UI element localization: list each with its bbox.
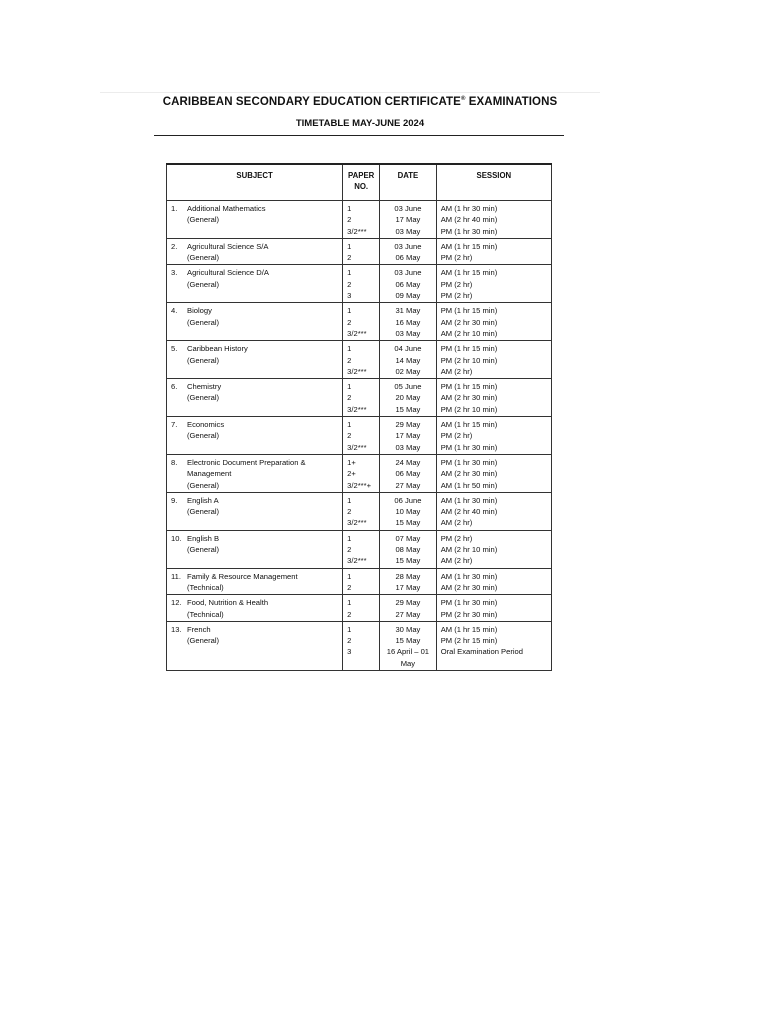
session-value: AM (1 hr 30 min) [440,571,498,581]
table-row [167,238,552,265]
date-cell [380,341,437,379]
session-value: AM (2 hr 40 min) [440,215,498,225]
table-row [167,379,552,417]
subject-name: Economics [187,420,225,430]
session-value: AM (2 hr 30 min) [440,393,498,403]
paper-cell [343,238,380,265]
subject-category: (Technical) [187,609,224,619]
paper-value: 2 [347,355,352,365]
table-row [167,341,552,379]
subject-number: 3. [171,268,178,278]
date-value: 27 May [395,480,421,490]
title-text: CARIBBEAN SECONDARY EDUCATION CERTIFICATE [162,96,461,108]
session-cell [436,303,551,341]
paper-value: 1 [347,241,352,251]
session-value: PM (1 hr 15 min) [440,306,498,316]
subject-cell [167,621,343,670]
session-value: PM (2 hr) [440,291,473,301]
session-cell [436,201,551,239]
date-value: 08 May [395,545,421,555]
session-value: PM (2 hr) [440,431,473,441]
date-cell [380,379,437,417]
session-value: AM (2 hr 30 min) [440,469,498,479]
paper-value: 2 [347,609,352,619]
date-value: 27 May [395,609,421,619]
paper-value: 2 [347,215,352,225]
date-value: 28 May [395,571,421,581]
table-row [167,303,552,341]
subject-number: 1. [171,204,178,213]
subject-number: 9. [171,495,178,505]
subject-number: 10. [171,533,182,543]
paper-cell [343,530,380,568]
subject-name: Agricultural Science D/A [187,268,269,278]
session-value: PM (2 hr) [440,253,473,263]
subject-category: (Technical) [187,582,224,592]
subject-name: French [187,624,211,634]
date-value: 02 May [395,366,421,376]
session-cell [436,238,551,265]
subject-name: Agricultural Science S/A [187,241,269,251]
session-value: AM (1 hr 30 min) [440,204,498,213]
date-value: 05 June [394,382,422,392]
date-value: 16 April – 01 May [386,647,430,668]
session-cell [436,341,551,379]
registered-mark: ® [460,96,466,103]
session-value: PM (2 hr) [440,533,473,543]
paper-cell [343,595,380,622]
paper-value: 3/2*** [347,518,367,528]
subject-name: Chemistry [187,382,222,392]
paper-value: 3/2***+ [347,480,372,490]
date-value: 03 May [395,442,421,452]
paper-value: 2 [347,393,352,403]
date-value: 10 May [395,507,421,517]
subject-cell [167,530,343,568]
date-value: 03 June [394,268,422,278]
date-cell [380,595,437,622]
date-value: 17 May [395,431,421,441]
subject-cell [167,492,343,530]
paper-value: 2 [347,279,352,289]
paper-value: 2 [347,317,352,327]
subject-name: Family & Resource Management [187,571,298,581]
paper-value: 3 [347,647,352,657]
subject-name: Biology [187,306,212,316]
title-rule [154,135,564,136]
paper-value: 2 [347,545,352,555]
paper-cell [343,303,380,341]
subject-cell [167,238,343,265]
date-value: 20 May [395,393,421,403]
table-row [167,595,552,622]
paper-value: 2 [347,636,352,646]
paper-value: 1 [347,533,352,543]
table-row [167,417,552,455]
date-value: 06 June [394,495,422,505]
table-row [167,530,552,568]
subject-category: (General) [187,355,220,365]
date-value: 15 May [395,556,421,566]
date-cell [380,492,437,530]
subject-category: (General) [187,279,220,289]
paper-value: 1 [347,624,352,634]
header-date: DATE [380,164,437,201]
table-row [167,201,552,239]
session-cell [436,379,551,417]
date-value: 24 May [395,457,421,467]
paper-cell [343,568,380,595]
subject-number: 2. [171,241,178,251]
date-value: 06 May [395,253,421,263]
header-paper: PAPER NO. [343,164,380,201]
document-title [140,96,580,108]
session-value: PM (2 hr) [440,279,473,289]
date-value: 17 May [395,215,421,225]
table-row [167,265,552,303]
date-value: 15 May [395,518,421,528]
paper-value: 3/2*** [347,328,367,338]
timetable-body [167,201,552,671]
date-cell [380,454,437,492]
session-value: AM (2 hr 30 min) [440,582,498,592]
date-value: 06 May [395,279,421,289]
session-value: PM (1 hr 15 min) [440,382,498,392]
paper-cell [343,492,380,530]
paper-value: 1+ [347,457,356,467]
table-header-row [167,164,552,201]
date-value: 04 June [394,344,422,354]
paper-value: 1 [347,571,352,581]
paper-value: 2 [347,507,352,517]
paper-value: 3/2*** [347,226,367,236]
subject-cell [167,303,343,341]
subject-category: (General) [187,480,220,490]
date-cell [380,238,437,265]
session-value: AM (1 hr 15 min) [440,420,498,430]
subject-cell [167,341,343,379]
table-row [167,568,552,595]
table-row [167,492,552,530]
session-value: AM (1 hr 30 min) [440,495,498,505]
session-value: AM (1 hr 50 min) [440,480,498,490]
subject-cell [167,568,343,595]
paper-cell [343,379,380,417]
subject-number: 4. [171,306,178,316]
paper-value: 3/2*** [347,366,367,376]
subject-name: English B [187,533,220,543]
session-cell [436,568,551,595]
subject-cell [167,595,343,622]
header-subject: SUBJECT [167,164,343,201]
date-cell [380,201,437,239]
session-value: AM (1 hr 15 min) [440,268,498,278]
subject-number: 11. [171,571,181,581]
session-value: PM (2 hr 10 min) [440,355,498,365]
paper-value: 1 [347,420,352,430]
paper-value: 1 [347,495,352,505]
subject-category: (General) [187,636,220,646]
date-value: 03 June [394,241,422,251]
subject-number: 7. [171,420,178,430]
date-cell [380,417,437,455]
date-value: 31 May [395,306,421,316]
session-value: AM (2 hr 40 min) [440,507,498,517]
session-value: PM (1 hr 30 min) [440,457,498,467]
subject-category: (General) [187,507,220,517]
subject-category: (General) [187,253,220,263]
date-value: 17 May [395,582,421,592]
session-value: AM (2 hr) [440,366,473,376]
date-value: 03 May [395,328,421,338]
subject-cell [167,417,343,455]
session-value: PM (1 hr 30 min) [440,442,498,452]
session-cell [436,621,551,670]
session-value: AM (1 hr 15 min) [440,624,498,634]
paper-cell [343,621,380,670]
subject-number: 13. [171,624,182,634]
paper-value: 2 [347,431,352,441]
date-value: 15 May [395,636,421,646]
date-value: 06 May [395,469,421,479]
subject-name: Food, Nutrition & Health [187,598,269,608]
session-cell [436,417,551,455]
date-value: 29 May [395,420,421,430]
session-value: AM (2 hr 10 min) [440,328,498,338]
paper-cell [343,341,380,379]
subject-cell [167,454,343,492]
session-cell [436,454,551,492]
paper-value: 1 [347,344,352,354]
paper-value: 1 [347,204,352,213]
subject-cell [167,201,343,239]
subject-category: (General) [187,545,220,555]
subject-number: 12. [171,598,182,608]
date-value: 09 May [395,291,421,301]
date-cell [380,303,437,341]
paper-value: 1 [347,382,352,392]
paper-value: 2+ [347,469,356,479]
paper-value: 3 [347,291,352,301]
table-row [167,621,552,670]
top-divider [100,92,600,93]
paper-value: 3/2*** [347,442,367,452]
session-cell [436,530,551,568]
subject-category: (General) [187,431,220,441]
subject-cell [167,379,343,417]
subject-name: English A [187,495,219,505]
paper-value: 1 [347,598,352,608]
subject-number: 6. [171,382,178,392]
header-session: SESSION [436,164,551,201]
subject-category: (General) [187,393,220,403]
subject-name: Electronic Document Preparation & Management [187,457,306,479]
document-subtitle: TIMETABLE MAY-JUNE 2024 [295,118,425,129]
session-value: AM (2 hr 30 min) [440,317,498,327]
subject-name: Caribbean History [187,344,248,354]
session-cell [436,492,551,530]
session-value: PM (1 hr 15 min) [440,344,498,354]
session-cell [436,595,551,622]
paper-cell [343,417,380,455]
session-value: Oral Examination Period [440,647,523,657]
date-value: 07 May [395,533,421,543]
session-value: PM (1 hr 30 min) [440,226,498,236]
session-cell [436,265,551,303]
session-value: PM (2 hr 15 min) [440,636,498,646]
paper-cell [343,454,380,492]
subject-cell [167,265,343,303]
subject-name: Additional Mathematics [187,204,266,213]
title-suffix: EXAMINATIONS [465,96,558,108]
subject-category: (General) [187,215,220,225]
paper-cell [343,265,380,303]
session-value: AM (2 hr 10 min) [440,545,498,555]
subject-number: 5. [171,344,178,354]
date-cell [380,265,437,303]
date-value: 03 June [394,204,422,213]
paper-cell [343,201,380,239]
session-value: AM (1 hr 15 min) [440,241,498,251]
date-cell [380,530,437,568]
paper-value: 3/2*** [347,404,367,414]
paper-value: 1 [347,268,352,278]
subject-category: (General) [187,317,220,327]
paper-value: 2 [347,582,352,592]
session-value: PM (2 hr 30 min) [440,609,498,619]
session-value: AM (2 hr) [440,556,473,566]
paper-value: 1 [347,306,352,316]
date-value: 03 May [395,226,421,236]
date-value: 30 May [395,624,421,634]
paper-value: 2 [347,253,352,263]
date-cell [380,621,437,670]
paper-value: 3/2*** [347,556,367,566]
table-row [167,454,552,492]
date-cell [380,568,437,595]
session-value: PM (2 hr 10 min) [440,404,498,414]
subject-number: 8. [171,457,178,467]
date-value: 16 May [395,317,421,327]
timetable [166,163,552,671]
session-value: AM (2 hr) [440,518,473,528]
date-value: 29 May [395,598,421,608]
date-value: 15 May [395,404,421,414]
session-value: PM (1 hr 30 min) [440,598,498,608]
date-value: 14 May [395,355,421,365]
